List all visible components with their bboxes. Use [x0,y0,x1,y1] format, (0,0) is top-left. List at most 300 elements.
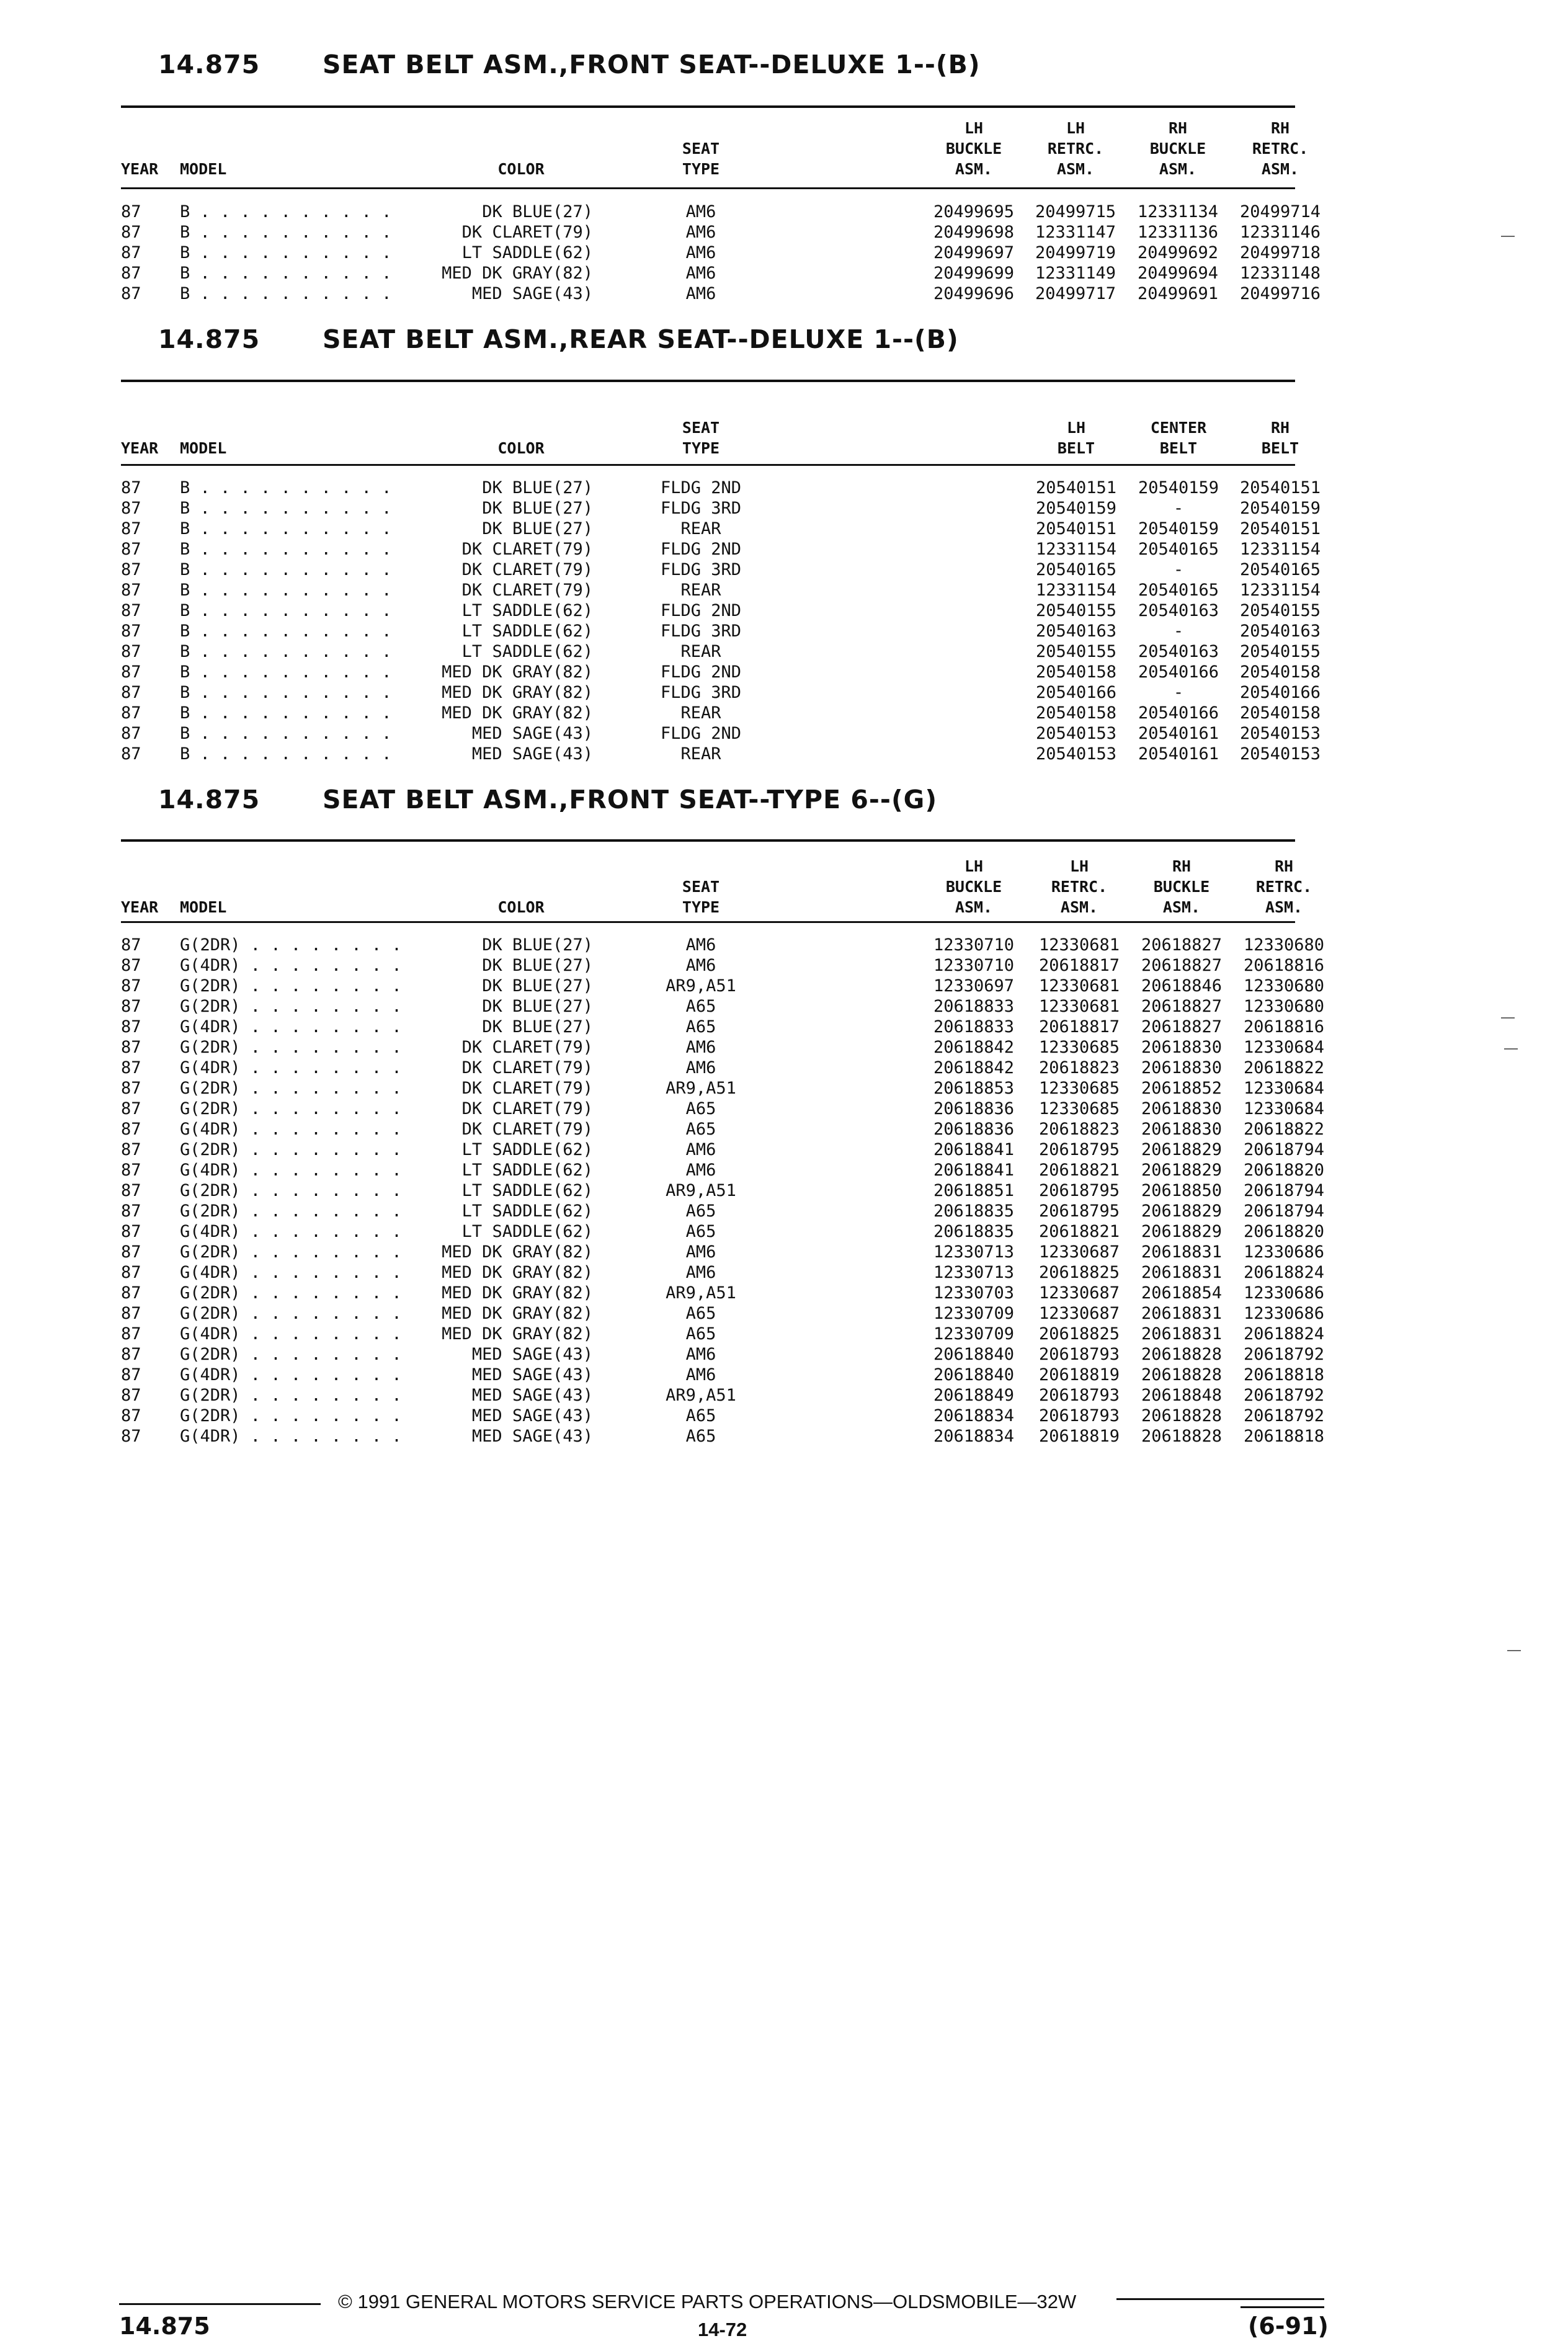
seat-type-cell: A65 [685,1099,716,1118]
part-number-cell: 20618828 [1141,1406,1223,1425]
model-text: G(4DR) [180,1017,241,1037]
part-number-cell: 20618793 [1038,1406,1120,1425]
color-cell: DK BLUE(27) [403,519,593,539]
header-rule [121,187,1295,189]
part-number-cell: 20499696 [933,284,1015,303]
section-title-front-deluxe [158,50,981,87]
part-number-cell: 20618793 [1038,1386,1120,1405]
model-cell [180,955,428,976]
model-text: G(2DR) [180,1079,241,1098]
year-cell: 87 [121,956,141,975]
model-cell [180,580,434,600]
part-number-cell: 20618825 [1038,1324,1120,1344]
part-column-header: LH BUCKLE ASM. [945,119,1002,178]
part-number-cell: 20499718 [1239,243,1321,262]
part-number-cell: 20618835 [933,1222,1015,1241]
part-number-cell: 12331147 [1035,223,1116,242]
model-text: G(4DR) [180,1058,241,1077]
part-number-cell: 20540151 [1035,478,1117,497]
model-text: B [180,243,190,262]
color-cell: MED SAGE(43) [403,1406,593,1426]
header-rule [121,464,1295,466]
color-cell: MED DK GRAY(82) [403,703,593,723]
table-row [0,1303,1568,1324]
part-number-cell: 20540165 [1239,560,1321,579]
model-cell [180,519,434,539]
model-cell [180,1139,428,1160]
color-cell: MED SAGE(43) [403,1365,593,1385]
model-text: B [180,744,190,764]
footer-section-number: 14.875 [119,2312,210,2340]
part-number-cell: 20618795 [1038,1181,1120,1200]
year-header: YEAR [121,898,159,916]
part-number-cell: 20618842 [933,1038,1015,1057]
model-cell [180,1221,428,1242]
part-number-cell: 20540166 [1239,683,1321,702]
model-cell [180,1242,428,1262]
part-number-cell: 20499699 [933,264,1015,283]
seat-type-cell: AR9,A51 [666,976,736,996]
color-cell: DK BLUE(27) [403,1017,593,1037]
part-number-cell: - [1173,499,1184,518]
part-number-cell: 20540155 [1239,642,1321,661]
header-rule [121,921,1295,923]
part-number-cell: 20618833 [933,997,1015,1016]
part-number-cell: 20618817 [1038,956,1120,975]
part-number-cell: 12331154 [1239,581,1321,600]
year-cell: 87 [121,540,141,559]
section-rule [121,380,1295,382]
part-column-header: RH RETRC. ASM. [1252,119,1309,178]
part-number-cell: 20618827 [1141,997,1223,1016]
color-cell: DK CLARET(79) [403,1078,593,1099]
part-number-cell: 20618849 [933,1386,1015,1405]
table-row [0,1385,1568,1406]
footer-rule-left [119,2303,321,2305]
color-cell: DK BLUE(27) [403,202,593,222]
table-row [0,283,1568,304]
model-cell [180,1406,428,1426]
part-number-cell: - [1173,622,1184,641]
model-text: G(2DR) [180,1181,241,1200]
part-number-cell: 20618829 [1141,1161,1223,1180]
model-cell [180,621,434,641]
part-number-cell: 20618795 [1038,1202,1120,1221]
part-number-cell: 12330709 [933,1324,1015,1344]
model-text: G(2DR) [180,1304,241,1323]
color-cell: LT SADDLE(62) [403,1180,593,1201]
part-number-cell: 20618820 [1243,1222,1325,1241]
footer-revision: (6-91) [1248,2312,1329,2340]
footer-copyright: © 1991 GENERAL MOTORS SERVICE PARTS OPERATIONS—OLDSMOBILE—32W [338,2291,1077,2312]
color-header: COLOR [497,898,545,916]
part-number-cell: 20618829 [1141,1222,1223,1241]
part-number-cell: 20618840 [933,1345,1015,1364]
part-number-cell: 20618827 [1141,956,1223,975]
model-cell [180,703,434,723]
seat-type-cell: A65 [685,1427,716,1446]
part-number-cell: 20618836 [933,1120,1015,1139]
model-text: G(4DR) [180,1120,241,1139]
table-row [0,723,1568,744]
model-text: B [180,499,190,518]
table-row [0,478,1568,498]
seat-type-cell: AM6 [685,1058,716,1077]
model-text: G(4DR) [180,1263,241,1282]
model-cell [180,1283,428,1303]
model-cell [180,263,434,283]
part-number-cell: 20540163 [1138,642,1219,661]
part-number-cell: 12331146 [1239,223,1321,242]
table-row [0,1426,1568,1447]
seat-type-cell: A65 [685,1017,716,1037]
part-number-cell: 20499719 [1035,243,1116,262]
color-cell: MED SAGE(43) [403,744,593,764]
color-cell: MED DK GRAY(82) [403,263,593,283]
color-cell: LT SADDLE(62) [403,1221,593,1242]
seat-type-cell: FLDG 2ND [660,478,742,497]
model-text: G(2DR) [180,1386,241,1405]
seat-type-cell: REAR [680,642,721,661]
table-row [0,1365,1568,1385]
year-cell: 87 [121,935,141,955]
model-text: G(4DR) [180,956,241,975]
model-text: G(2DR) [180,997,241,1016]
year-cell: 87 [121,1263,141,1282]
part-column-header: LH BELT [1057,419,1095,457]
seat-type-cell: AM6 [685,284,716,303]
part-number-cell: 20540159 [1138,478,1219,497]
part-number-cell: 12330685 [1038,1079,1120,1098]
margin-mark [1504,1048,1518,1050]
seat-type-cell: REAR [680,519,721,538]
table-row [0,222,1568,243]
part-number-cell: 12330686 [1243,1242,1325,1262]
year-cell: 87 [121,1324,141,1344]
seat-type-cell: AM6 [685,1140,716,1159]
part-column-header: CENTER BELT [1150,419,1207,457]
model-text: G(4DR) [180,1427,241,1446]
part-number-cell: 20618831 [1141,1304,1223,1323]
model-text: B [180,560,190,579]
part-number-cell: 20618831 [1141,1324,1223,1344]
seat-type-cell: AM6 [685,1365,716,1385]
table-row [0,580,1568,600]
seat-type-cell: A65 [685,1202,716,1221]
seat-type-cell: A65 [685,1222,716,1241]
part-number-cell: 12331136 [1137,223,1219,242]
table-row [0,1262,1568,1283]
seat-type-cell: AM6 [685,243,716,262]
model-cell [180,744,434,764]
color-cell: MED SAGE(43) [403,723,593,744]
part-number-cell: 20540158 [1239,703,1321,723]
part-number-cell: 20618842 [933,1058,1015,1077]
part-number-cell: 20618854 [1141,1283,1223,1303]
table-row [0,976,1568,996]
color-cell: MED DK GRAY(82) [403,1262,593,1283]
part-column-header: RH BUCKLE ASM. [1149,119,1206,178]
year-cell: 87 [121,1222,141,1241]
seat-type-cell: FLDG 3RD [660,683,742,702]
part-number-cell: 20618833 [933,1017,1015,1037]
table-row [0,1283,1568,1303]
part-number-cell: 20618817 [1038,1017,1120,1037]
table-row [0,955,1568,976]
color-cell: DK CLARET(79) [403,560,593,580]
part-number-cell: 20618821 [1038,1161,1120,1180]
color-cell: LT SADDLE(62) [403,641,593,662]
part-number-cell: 20618795 [1038,1140,1120,1159]
part-number-cell: 20618850 [1141,1181,1223,1200]
table-row [0,1324,1568,1344]
year-cell: 87 [121,499,141,518]
table-row [0,560,1568,580]
seat-type-cell: AM6 [685,202,716,221]
part-number-cell: 20540159 [1035,499,1117,518]
part-number-cell: 12330713 [933,1242,1015,1262]
part-number-cell: 20540153 [1035,744,1117,764]
model-cell [180,723,434,744]
model-text: G(2DR) [180,1038,241,1057]
model-cell [180,1344,428,1365]
model-cell [180,1365,428,1385]
table-row [0,662,1568,682]
year-cell: 87 [121,581,141,600]
seat-type-cell: AR9,A51 [666,1283,736,1303]
part-column-header: RH RETRC. ASM. [1255,857,1312,916]
seat-type-cell: REAR [680,703,721,723]
seat-type-cell: A65 [685,997,716,1016]
part-number-cell: 20540161 [1138,744,1219,764]
part-number-cell: 12331154 [1035,540,1117,559]
model-text: G(2DR) [180,1406,241,1425]
part-number-cell: 12330684 [1243,1099,1325,1118]
color-cell: DK CLARET(79) [403,539,593,560]
model-text: G(2DR) [180,1283,241,1303]
part-number-cell: 20618816 [1243,956,1325,975]
part-column-header: LH RETRC. ASM. [1051,857,1108,916]
model-text: B [180,202,190,221]
footer-page-number: 14-72 [698,2319,747,2340]
model-text: B [180,581,190,600]
model-text: B [180,601,190,620]
part-number-cell: 20499715 [1035,202,1116,221]
part-number-cell: 20540153 [1035,724,1117,743]
model-header: MODEL [180,439,227,457]
part-number-cell: 20618830 [1141,1099,1223,1118]
year-cell: 87 [121,1140,141,1159]
model-text: G(2DR) [180,1202,241,1221]
part-number-cell: 20618824 [1243,1263,1325,1282]
seat-type-cell: AM6 [685,1345,716,1364]
color-cell: MED DK GRAY(82) [403,1242,593,1262]
part-number-cell: 12330710 [933,956,1015,975]
model-cell [180,1385,428,1406]
color-cell: MED SAGE(43) [403,1426,593,1447]
color-cell: LT SADDLE(62) [403,1201,593,1221]
part-number-cell: 20540163 [1035,622,1117,641]
part-number-cell: 20540166 [1138,703,1219,723]
year-cell: 87 [121,683,141,702]
part-number-cell: 12330684 [1243,1079,1325,1098]
year-cell: 87 [121,1406,141,1425]
model-text: B [180,622,190,641]
year-cell: 87 [121,1345,141,1364]
section-heading: SEAT BELT ASM.,REAR SEAT--DELUXE 1--(B) [323,324,959,354]
model-cell [180,560,434,580]
color-cell: MED SAGE(43) [403,283,593,304]
part-number-cell: 20540155 [1239,601,1321,620]
part-number-cell: 20499691 [1137,284,1219,303]
model-text: B [180,703,190,723]
part-number-cell: 20540151 [1035,519,1117,538]
part-number-cell: 20618827 [1141,935,1223,955]
part-number-cell: 20540155 [1035,642,1117,661]
year-cell: 87 [121,478,141,497]
footer-rule-right [1116,2298,1324,2300]
table-row [0,1221,1568,1242]
model-text: B [180,642,190,661]
year-cell: 87 [121,1017,141,1037]
part-number-cell: 20618822 [1243,1120,1325,1139]
color-cell: DK BLUE(27) [403,955,593,976]
part-number-cell: 20618828 [1141,1345,1223,1364]
part-number-cell: 20618794 [1243,1140,1325,1159]
year-cell: 87 [121,1099,141,1118]
model-cell [180,283,434,304]
table-row [0,1160,1568,1180]
part-number-cell: 20618825 [1038,1263,1120,1282]
model-text: B [180,478,190,497]
section-rule [121,839,1295,842]
year-cell: 87 [121,1120,141,1139]
part-number-cell: 20540158 [1035,662,1117,682]
year-cell: 87 [121,1161,141,1180]
color-cell: LT SADDLE(62) [403,1139,593,1160]
part-number-cell: 20540159 [1239,499,1321,518]
model-cell [180,1099,428,1119]
part-column-header: RH BELT [1261,419,1299,457]
year-cell: 87 [121,622,141,641]
year-header: YEAR [121,439,159,457]
table-row [0,498,1568,519]
part-number-cell: 20618824 [1243,1324,1325,1344]
part-number-cell: 20618823 [1038,1058,1120,1077]
part-number-cell: 20618830 [1141,1120,1223,1139]
table-row [0,1344,1568,1365]
year-cell: 87 [121,223,141,242]
seat-type-cell: REAR [680,581,721,600]
part-number-cell: 20499716 [1239,284,1321,303]
part-number-cell: 20540151 [1239,519,1321,538]
year-cell: 87 [121,662,141,682]
color-cell: DK CLARET(79) [403,222,593,243]
section-title-front-type6 [158,785,937,822]
color-cell: DK BLUE(27) [403,935,593,955]
seat-type-cell: AM6 [685,935,716,955]
part-number-cell: 20499695 [933,202,1015,221]
color-header: COLOR [497,439,545,457]
color-cell: DK CLARET(79) [403,1058,593,1078]
part-number-cell: - [1173,560,1184,579]
part-number-cell: 20618794 [1243,1181,1325,1200]
part-number-cell: 20618828 [1141,1365,1223,1385]
year-cell: 87 [121,1283,141,1303]
year-cell: 87 [121,1181,141,1200]
table-row [0,621,1568,641]
part-number-cell: 20618841 [933,1140,1015,1159]
part-number-cell: 20540165 [1138,540,1219,559]
seat-type-cell: FLDG 3RD [660,560,742,579]
part-number-cell: 20499714 [1239,202,1321,221]
model-cell [180,996,428,1017]
model-cell [180,976,428,996]
color-cell: LT SADDLE(62) [403,1160,593,1180]
part-number-cell: 12330685 [1038,1038,1120,1057]
seat-type-cell: FLDG 3RD [660,622,742,641]
color-cell: LT SADDLE(62) [403,243,593,263]
seat-type-cell: AM6 [685,956,716,975]
part-number-cell: 20540165 [1138,581,1219,600]
model-cell [180,662,434,682]
model-text: G(2DR) [180,1242,241,1262]
part-number-cell: 12330713 [933,1263,1015,1282]
table-row [0,703,1568,723]
part-number-cell: 20618792 [1243,1345,1325,1364]
part-number-cell: 12331154 [1239,540,1321,559]
part-number-cell: 20618846 [1141,976,1223,996]
part-number-cell: 20618830 [1141,1058,1223,1077]
part-number-cell: 20618792 [1243,1406,1325,1425]
model-text: G(2DR) [180,1140,241,1159]
year-cell: 87 [121,1365,141,1385]
model-text: B [180,264,190,283]
year-cell: 87 [121,1202,141,1221]
model-cell [180,539,434,560]
part-number-cell: 20618829 [1141,1140,1223,1159]
model-text: G(4DR) [180,1324,241,1344]
table-row [0,1099,1568,1119]
part-number-cell: 20540155 [1035,601,1117,620]
model-cell [180,1017,428,1037]
part-number-cell: 20540158 [1239,662,1321,682]
year-cell: 87 [121,976,141,996]
part-number-cell: 12331134 [1137,202,1219,221]
part-number-cell: 20618793 [1038,1345,1120,1364]
model-cell [180,935,428,955]
table-row [0,1078,1568,1099]
seat-type-cell: A65 [685,1304,716,1323]
color-cell: LT SADDLE(62) [403,600,593,621]
part-number-cell: 20540158 [1035,703,1117,723]
year-cell: 87 [121,284,141,303]
part-number-cell: 20618827 [1141,1017,1223,1037]
model-text: B [180,662,190,682]
table-row [0,539,1568,560]
model-text: G(2DR) [180,1345,241,1364]
part-number-cell: 12331154 [1035,581,1117,600]
model-cell [180,1262,428,1283]
model-text: G(4DR) [180,1222,241,1241]
part-number-cell: 20618829 [1141,1202,1223,1221]
part-number-cell: 20618830 [1141,1038,1223,1057]
part-number-cell: 20540163 [1138,601,1219,620]
part-number-cell: 12330685 [1038,1099,1120,1118]
table-row [0,1242,1568,1262]
table-row [0,1119,1568,1139]
margin-mark [1501,1017,1515,1019]
